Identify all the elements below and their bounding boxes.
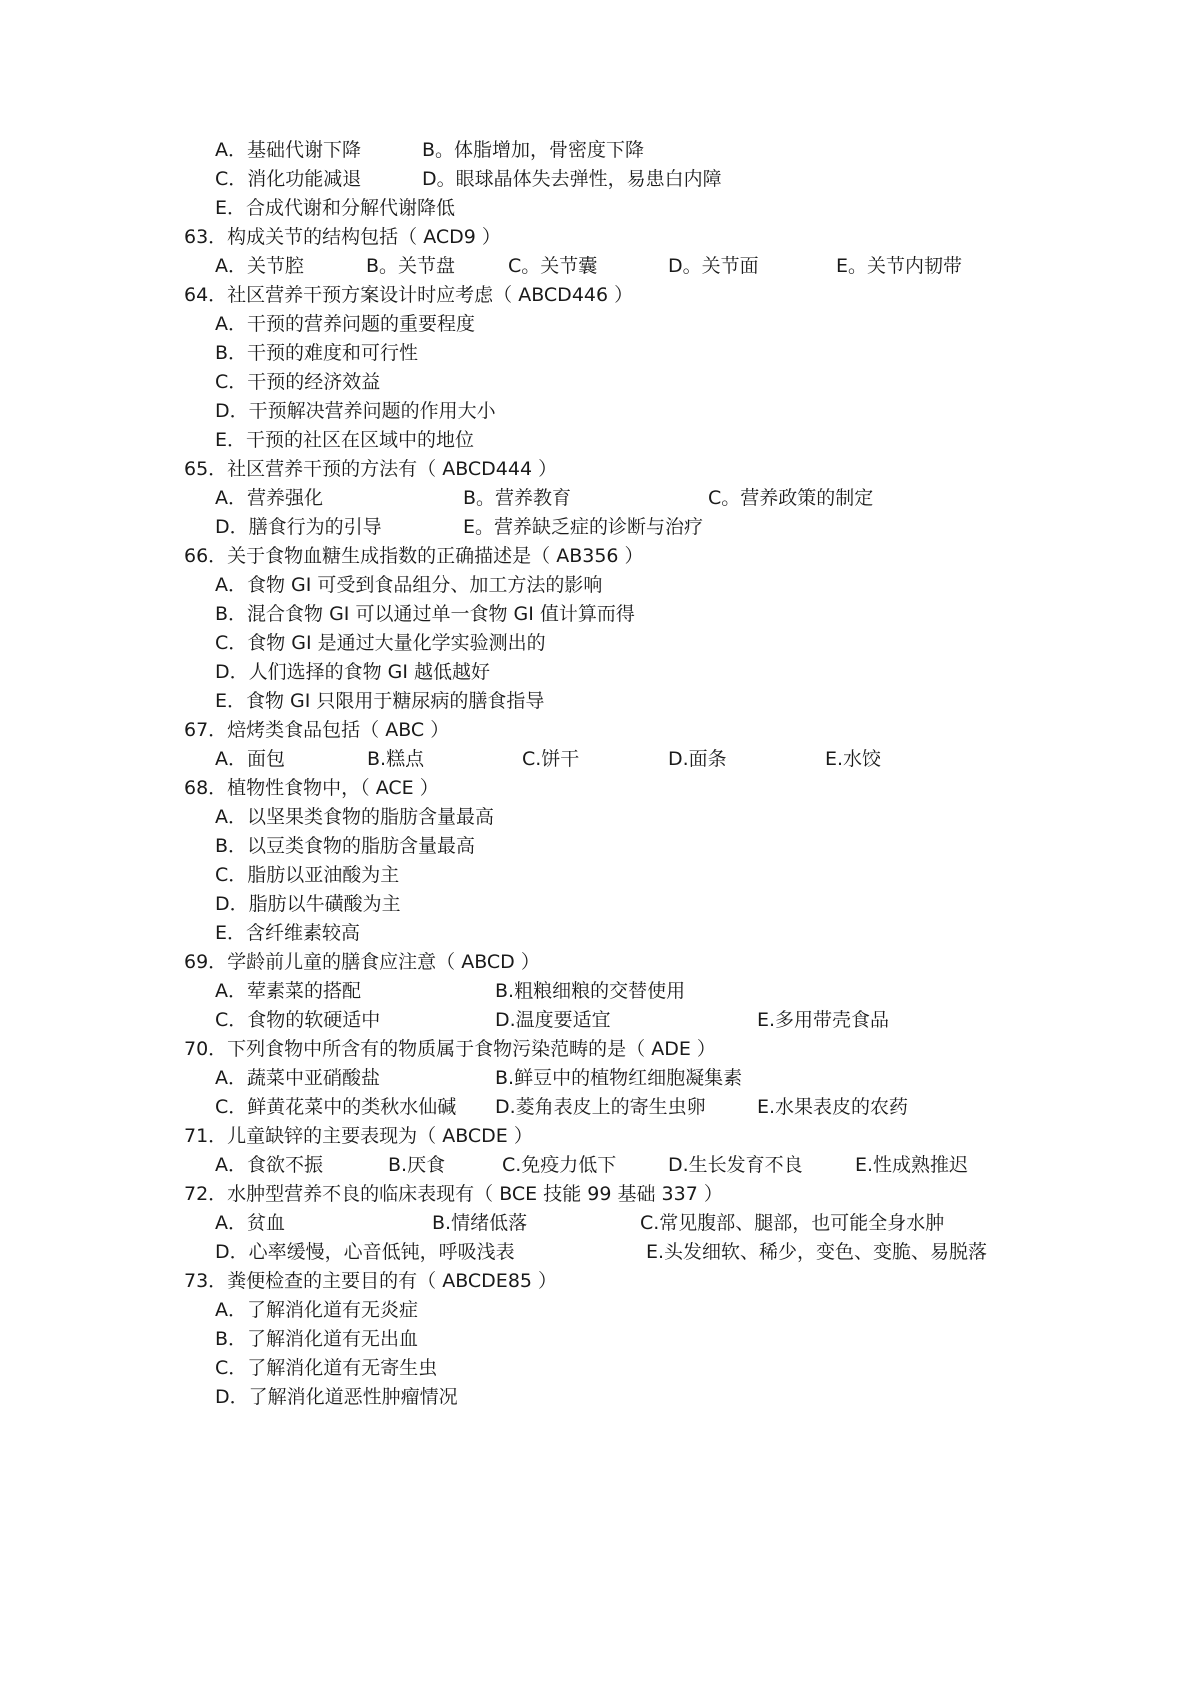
- option-text: C。营养政策的制定: [708, 487, 874, 509]
- option-text: E．合成代谢和分解代谢降低: [215, 197, 456, 219]
- option-text: B．混合食物 GI 可以通过单一食物 GI 值计算而得: [215, 603, 635, 625]
- option-text: D．干预解决营养问题的作用大小: [215, 400, 496, 422]
- option-text: D．人们选择的食物 GI 越低越好: [215, 661, 491, 683]
- option-text: D．膳食行为的引导: [215, 516, 382, 538]
- option-text: B.厌食: [388, 1154, 446, 1176]
- option-text: A．荤素菜的搭配: [215, 980, 361, 1002]
- question-stem: 69．学龄前儿童的膳食应注意（ ABCD ）: [184, 951, 540, 973]
- option-text: B．以豆类食物的脂肪含量最高: [215, 835, 476, 857]
- option-text: B.鲜豆中的植物红细胞凝集素: [495, 1067, 743, 1089]
- question-stem: 65．社区营养干预的方法有（ ABCD444 ）: [184, 458, 558, 480]
- option-text: C.饼干: [522, 748, 580, 770]
- option-text: B.糕点: [367, 748, 425, 770]
- option-text: C．消化功能减退: [215, 168, 362, 190]
- option-text: A．营养强化: [215, 487, 323, 509]
- question-stem: 70．下列食物中所含有的物质属于食物污染范畴的是（ ADE ）: [184, 1038, 716, 1060]
- option-text: B.情绪低落: [432, 1212, 528, 1234]
- option-text: E.水果表皮的农药: [757, 1096, 909, 1118]
- option-text: A．食物 GI 可受到食品组分、加工方法的影响: [215, 574, 603, 596]
- option-text: E．食物 GI 只限用于糖尿病的膳食指导: [215, 690, 545, 712]
- option-text: B。关节盘: [366, 255, 456, 277]
- option-text: D.面条: [668, 748, 727, 770]
- question-stem: 63．构成关节的结构包括（ ACD9 ）: [184, 226, 501, 248]
- option-text: D．心率缓慢，心音低钝，呼吸浅表: [215, 1241, 515, 1263]
- option-text: B.粗粮细粮的交替使用: [495, 980, 686, 1002]
- option-text: C．鲜黄花菜中的类秋水仙碱: [215, 1096, 457, 1118]
- option-text: E．干预的社区在区域中的地位: [215, 429, 475, 451]
- question-stem: 64．社区营养干预方案设计时应考虑（ ABCD446 ）: [184, 284, 634, 306]
- option-text: A．干预的营养问题的重要程度: [215, 313, 475, 335]
- option-text: D。眼球晶体失去弹性，易患白内障: [422, 168, 722, 190]
- question-stem: 68．植物性食物中，（ ACE ）: [184, 777, 439, 799]
- option-text: A．贫血: [215, 1212, 285, 1234]
- option-text: C。关节囊: [508, 255, 598, 277]
- question-stem: 66．关于食物血糖生成指数的正确描述是（ AB356 ）: [184, 545, 644, 567]
- option-text: A．基础代谢下降: [215, 139, 361, 161]
- option-text: A．蔬菜中亚硝酸盐: [215, 1067, 380, 1089]
- option-text: E．含纤维素较高: [215, 922, 361, 944]
- question-stem: 67．焙烤类食品包括（ ABC ）: [184, 719, 450, 741]
- option-text: C．了解消化道有无寄生虫: [215, 1357, 438, 1379]
- question-stem: 72．水肿型营养不良的临床表现有（ BCE 技能 99 基础 337 ）: [184, 1183, 723, 1205]
- option-text: A．了解消化道有无炎症: [215, 1299, 418, 1321]
- option-text: D.温度要适宜: [495, 1009, 611, 1031]
- option-text: E.性成熟推迟: [855, 1154, 969, 1176]
- option-text: D。关节面: [668, 255, 759, 277]
- option-text: A．面包: [215, 748, 285, 770]
- option-text: B．干预的难度和可行性: [215, 342, 419, 364]
- option-text: E.多用带壳食品: [757, 1009, 890, 1031]
- option-text: E.头发细软、稀少，变色、变脆、易脱落: [646, 1241, 988, 1263]
- option-text: C．脂肪以亚油酸为主: [215, 864, 400, 886]
- option-text: A．关节腔: [215, 255, 304, 277]
- option-text: C．食物 GI 是通过大量化学实验测出的: [215, 632, 546, 654]
- option-text: B。体脂增加，骨密度下降: [422, 139, 645, 161]
- question-stem: 71．儿童缺锌的主要表现为（ ABCDE ）: [184, 1125, 533, 1147]
- option-text: E。营养缺乏症的诊断与治疗: [463, 516, 704, 538]
- option-text: C．食物的软硬适中: [215, 1009, 381, 1031]
- option-text: C．干预的经济效益: [215, 371, 381, 393]
- option-text: D．了解消化道恶性肿瘤情况: [215, 1386, 458, 1408]
- option-text: E。关节内韧带: [836, 255, 963, 277]
- option-text: D.生长发育不良: [668, 1154, 803, 1176]
- option-text: B。营养教育: [463, 487, 572, 509]
- option-text: E.水饺: [825, 748, 882, 770]
- option-text: B．了解消化道有无出血: [215, 1328, 419, 1350]
- option-text: A．以坚果类食物的脂肪含量最高: [215, 806, 494, 828]
- option-text: C.免疫力低下: [502, 1154, 617, 1176]
- option-text: A．食欲不振: [215, 1154, 323, 1176]
- option-text: C.常见腹部、腿部，也可能全身水肿: [640, 1212, 945, 1234]
- question-stem: 73．粪便检查的主要目的有（ ABCDE85 ）: [184, 1270, 558, 1292]
- option-text: D.菱角表皮上的寄生虫卵: [495, 1096, 706, 1118]
- option-text: D．脂肪以牛磺酸为主: [215, 893, 401, 915]
